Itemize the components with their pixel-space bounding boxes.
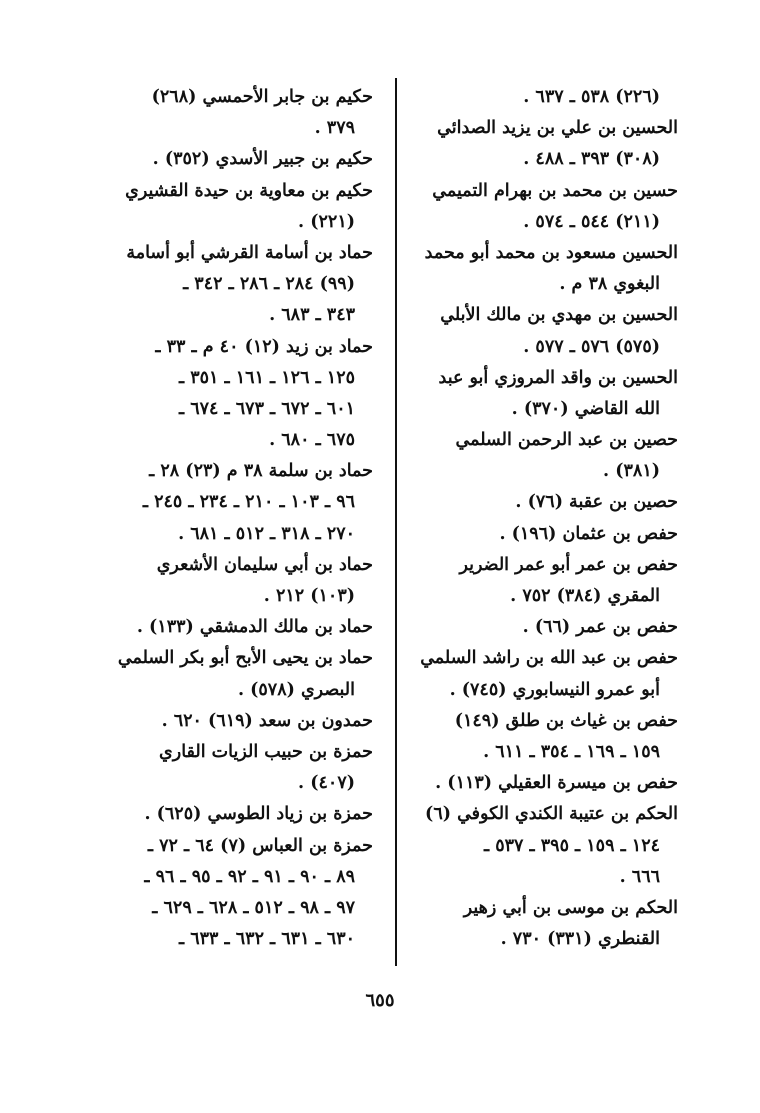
page-number: ٦٥٥: [365, 990, 395, 1011]
index-entry-line: حفص بن عمر (٦٦) .: [522, 617, 678, 638]
index-entry-line: الحكم بن عتيبة الكندي الكوفي (٦): [425, 804, 678, 825]
index-entry-line: حفص بن ميسرة العقيلي (١١٣) .: [435, 773, 678, 794]
index-entry-line: حكيم بن معاوية بن حيدة القشيري: [125, 180, 373, 201]
index-entry-line: القنطري (٣٣١) ٧٣٠ .: [500, 929, 660, 950]
index-entry-line: حماد بن مالك الدمشقي (١٣٣) .: [136, 617, 373, 638]
index-entry-line: أبو عمرو النيسابوري (٧٤٥) .: [449, 679, 660, 700]
index-entry-line: الحسين بن علي بن يزيد الصدائي: [437, 118, 678, 139]
index-entry-line: ٦٦٦ .: [619, 866, 660, 887]
index-entry-line: (٣٨١) .: [603, 461, 660, 482]
index-entry-line: حماد بن أسامة القرشي أبو أسامة: [126, 242, 373, 263]
index-entry-line: ٩٧ ـ ٩٨ ـ ٥١٢ ـ ٦٢٨ ـ ٦٢٩ ـ: [152, 897, 355, 918]
index-entry-line: (٣٠٨) ٣٩٣ ـ ٤٨٨ .: [523, 149, 660, 170]
index-entry-line: (٤٠٧) .: [298, 773, 355, 794]
index-entry-line: حمزة بن حبيب الزيات القاري: [159, 741, 373, 762]
index-entry-line: (٢٢١) .: [298, 211, 355, 232]
index-entry-line: حماد بن زيد (١٢) ٤٠ م ـ ٣٣ ـ: [155, 336, 373, 357]
index-entry-line: ٦٠١ ـ ٦٧٢ ـ ٦٧٣ ـ ٦٧٤ ـ: [179, 398, 355, 419]
index-entry-line: (٢١١) ٥٤٤ ـ ٥٧٤ .: [523, 211, 660, 232]
index-entry-line: ١٥٩ ـ ١٦٩ ـ ٣٥٤ ـ ٦١١ .: [483, 741, 660, 762]
index-entry-line: حفص بن عثمان (١٩٦) .: [499, 523, 678, 544]
index-entry-line: حصين بن عقبة (٧٦) .: [515, 492, 678, 513]
index-entry-line: حماد بن سلمة ٣٨ م (٢٣) ٢٨ ـ: [149, 461, 373, 482]
index-entry-line: (٢٢٦) ٥٣٨ ـ ٦٣٧ .: [523, 87, 660, 107]
index-entry-line: ١٢٥ ـ ١٢٦ ـ ١٦١ ـ ٣٥١ ـ: [179, 367, 355, 388]
index-entry-line: ٩٦ ـ ١٠٣ ـ ٢١٠ ـ ٢٣٤ ـ ٢٤٥ ـ: [142, 492, 355, 513]
column-divider: [395, 78, 397, 966]
index-entry-line: حماد بن يحيى الأبح أبو بكر السلمي: [117, 648, 373, 669]
index-entry-line: (١٠٣) ٢١٢ .: [263, 586, 355, 606]
index-entry-line: حمزة بن العباس (٧) ٦٤ ـ ٧٢ ـ: [147, 835, 373, 856]
index-entry-line: ٣٤٣ ـ ٦٨٣ .: [269, 305, 355, 326]
index-entry-line: حماد بن أبي سليمان الأشعري: [156, 554, 373, 575]
index-entry-line: الحسين مسعود بن محمد أبو محمد: [424, 242, 678, 263]
index-entry-line: الحكم بن موسى بن أبي زهير: [463, 897, 678, 918]
index-entry-line: حفص بن عمر أبو عمر الضرير: [459, 554, 678, 575]
index-entry-line: حكيم بن جابر الأحمسي (٢٦٨): [151, 87, 373, 107]
index-entry-line: البصري (٥٧٨) .: [237, 679, 355, 700]
index-entry-line: ٢٧٠ ـ ٣١٨ ـ ٥١٢ ـ ٦٨١ .: [178, 523, 355, 544]
index-entry-line: الله القاضي (٣٧٠) .: [511, 398, 660, 419]
index-entry-line: البغوي ٣٨ م .: [559, 274, 660, 295]
index-entry-line: الحسين بن مهدي بن مالك الأبلي: [440, 305, 678, 326]
index-entry-line: حفص بن عبد الله بن راشد السلمي: [420, 648, 678, 669]
index-entry-line: الحسين بن واقد المروزي أبو عبد: [438, 367, 678, 388]
index-entry-line: (٥٧٥) ٥٧٦ ـ ٥٧٧ .: [523, 336, 660, 357]
index-entry-line: حسين بن محمد بن بهرام التميمي: [432, 180, 678, 201]
index-entry-line: حصين بن عبد الرحمن السلمي: [455, 430, 678, 451]
index-entry-line: حفص بن غياث بن طلق (١٤٩): [454, 710, 678, 731]
index-entry-line: (٩٩) ٢٨٤ ـ ٢٨٦ ـ ٣٤٢ ـ: [183, 274, 355, 295]
left-column: [100, 82, 373, 955]
index-entry-line: ٣٧٩ .: [314, 118, 355, 139]
index-entry-line: ٦٧٥ ـ ٦٨٠ .: [269, 430, 355, 451]
right-column: [410, 82, 678, 955]
index-entry-line: حمدون بن سعد (٦١٩) ٦٢٠ .: [161, 710, 373, 731]
index-entry-line: المقري (٣٨٤) ٧٥٢ .: [510, 586, 660, 606]
index-entry-line: حكيم بن جبير الأسدي (٣٥٢) .: [152, 149, 373, 170]
index-entry-line: حمزة بن زياد الطوسي (٦٢٥) .: [144, 804, 373, 825]
index-entry-line: ١٢٤ ـ ١٥٩ ـ ٣٩٥ ـ ٥٣٧ ـ: [484, 835, 660, 856]
index-entry-line: ٨٩ ـ ٩٠ ـ ٩١ ـ ٩٢ ـ ٩٥ ـ ٩٦ ـ: [144, 866, 355, 887]
index-entry-line: ٦٣٠ ـ ٦٣١ ـ ٦٣٢ ـ ٦٣٣ ـ: [179, 929, 355, 950]
